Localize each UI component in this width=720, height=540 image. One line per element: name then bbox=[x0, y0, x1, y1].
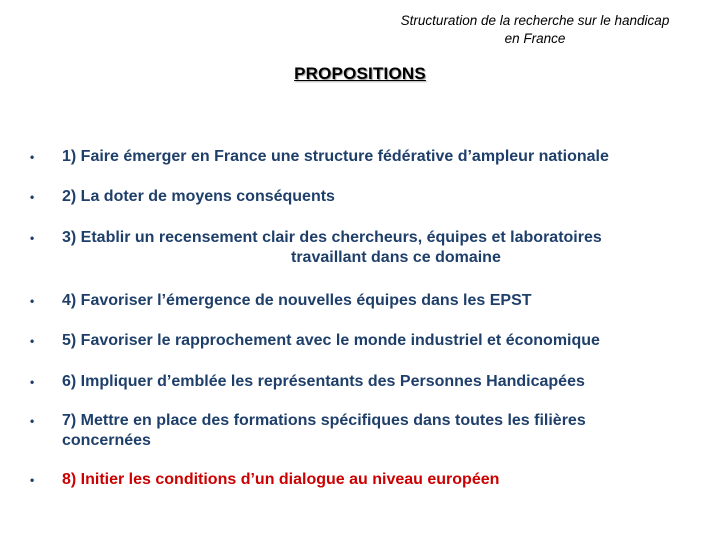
list-item-text: 4) Favoriser l’émergence de nouvelles équipes dans les EPST bbox=[62, 292, 532, 309]
list-item-text bbox=[62, 411, 702, 451]
slide-title: PROPOSITIONS bbox=[294, 64, 426, 83]
list-item-line-1: 7) Mettre en place des formations spécifiques dans toutes les filières bbox=[62, 412, 586, 429]
header-line-2: en France bbox=[504, 31, 566, 46]
bullet-icon: • bbox=[30, 473, 35, 487]
header-line-1: Structuration de la recherche sur le handicap bbox=[400, 13, 670, 28]
list-item-text: 5) Favoriser le rapprochement avec le monde industriel et économique bbox=[62, 332, 600, 349]
list-item-text: 2) La doter de moyens conséquents bbox=[62, 188, 335, 205]
bullet-icon: • bbox=[30, 414, 35, 428]
list-item-line-2: travaillant dans ce domaine bbox=[291, 249, 501, 266]
list-item-text: 6) Impliquer d’emblée les représentants des Personnes Handicapées bbox=[62, 373, 585, 390]
list-item-text bbox=[62, 228, 702, 268]
list-item-line-1: 3) Etablir un recensement clair des chercheurs, équipes et laboratoires bbox=[62, 229, 602, 246]
bullet-icon: • bbox=[30, 294, 35, 308]
bullet-icon: • bbox=[30, 334, 35, 348]
bullet-icon: • bbox=[30, 150, 35, 164]
bullet-icon: • bbox=[30, 231, 35, 245]
list-item-text: 1) Faire émerger en France une structure fédérative d’ampleur nationale bbox=[62, 148, 609, 165]
bullet-icon: • bbox=[30, 375, 35, 389]
bullet-icon: • bbox=[30, 190, 35, 204]
list-item-line-2: concernées bbox=[62, 432, 151, 449]
list-item-text: 8) Initier les conditions d’un dialogue au niveau européen bbox=[62, 471, 500, 488]
